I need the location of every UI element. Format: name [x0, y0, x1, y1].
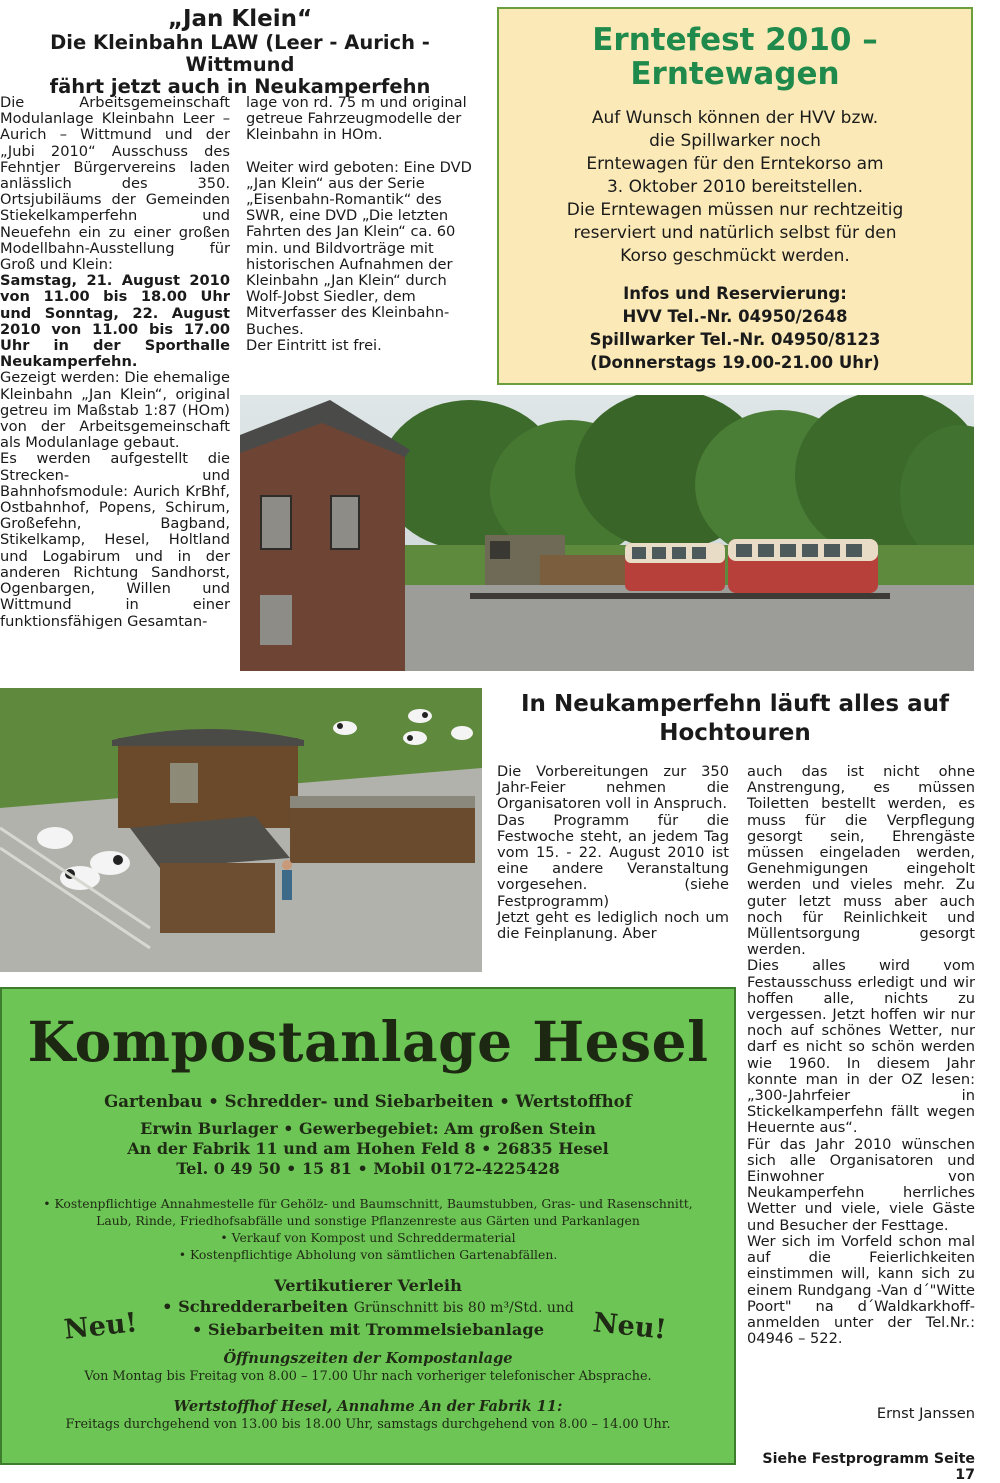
body-line: die Spillwarker noch — [649, 131, 821, 151]
erntefest-contact-info — [499, 282, 971, 374]
company-services: Gartenbau • Schredder- und Siebarbeiten • Wertstoffhof — [104, 1091, 632, 1111]
service-list — [28, 1195, 708, 1263]
paragraph: Die Arbeitsgemeinschaft Modulanlage Kleinbahn Leer – Aurich – Wittmund und der „Jubi 2010“ Ausschuss des Fehntjer Bürgervereins laden anlässlich des 350. Ortsjubiläums der Gemeinden Stiekelkamperfehn und Neuefehn ein zu einer großen Modellbahn-Ausstellung für Groß und Klein: — [0, 94, 230, 274]
paragraph: Weiter wird geboten: Eine DVD „Jan Klein“ aus der Serie „Eisenbahn-Romantik“ des SWR, eine DVD „Die letzten Fahrten des Jan Klein“ ca. 60 min. und Bildvorträge mit historischen Aufnahmen der Kleinbahn „Jan Klein“ durch Wolf-Jobst Siedler, dem Mitverfasser des Kleinbahn-Buches. — [246, 158, 472, 338]
paragraph: Das Programm für die Festwoche steht, an jedem Tag vom 15. - 22. August 2010 ist eine andere Veranstaltung vorgesehen. (siehe Festprogramm) — [497, 811, 729, 910]
title-line: Erntewagen — [630, 56, 840, 92]
paragraph: Gezeigt werden: Die ehemalige Kleinbahn „Jan Klein“, original getreu im Maßstab 1:87 (HOm) von der Arbeitsgemeinschaft als Modulanlage gebaut. — [0, 369, 230, 452]
article-author: Ernst Janssen — [876, 1405, 975, 1422]
opening-hours-text: Von Montag bis Freitag von 8.00 – 17.00 Uhr nach vorheriger telefonischer Absprache. — [84, 1369, 652, 1384]
info-line: (Donnerstags 19.00-21.00 Uhr) — [590, 353, 880, 372]
article-hochtouren-heading — [497, 690, 973, 748]
title-line: Erntefest 2010 – — [592, 22, 878, 58]
company-contact — [2, 1119, 734, 1179]
new-badge-right: Neu! — [591, 1307, 668, 1346]
opening-hours-title: Öffnungszeiten der Kompostanlage — [223, 1350, 513, 1367]
info-line: Infos und Reservierung: — [623, 284, 847, 303]
body-line: Die Erntewagen müssen nur rechtzeitig — [566, 200, 904, 220]
service-item: • Kostenpflichtige Abholung von sämtlichen Gartenabfällen. — [178, 1247, 558, 1262]
subtitle-line: fährt jetzt auch in Neukamperfehn — [49, 75, 431, 98]
body-line: 3. Oktober 2010 bereitstellen. — [606, 177, 863, 197]
event-dates: Samstag, 21. August 2010 von 11.00 bis 18.00 Uhr und Sonntag, 22. August 2010 von 11.00 bis 17.00 Uhr in der Sporthalle Neukamperfehn. — [0, 272, 230, 371]
info-line: Spillwarker Tel.-Nr. 04950/8123 — [589, 330, 881, 349]
article-jan-klein-column-1 — [0, 95, 230, 630]
company-name: Kompostanlage Hesel — [27, 1009, 709, 1074]
wertstoffhof-hours: Freitags durchgehend von 13.00 bis 18.00 Uhr, samstags durchgehend von 8.00 – 14.00 Uhr. — [65, 1417, 671, 1432]
page-reference: Siehe Festprogramm Seite 17 — [762, 1451, 975, 1483]
model-train-illustration — [240, 395, 974, 671]
offer-detail: Grünschnitt bis 80 m³/Std. und — [353, 1300, 574, 1316]
paragraph: Es werden aufgestellt die Strecken- und Bahnhofsmodule: Aurich KrBhf, Ostbahnhof, Popens, Schirum, Großefehn, Bagband, Stikelkamp, Hesel, Holtland und Logabirum und in der anderen Richtung Sandhorst, Ogenbargen, Willen und Wittmund in einer funktionsfähigen Gesamtan- — [0, 450, 230, 630]
model-train-photo — [240, 395, 974, 671]
title-line: Hochtouren — [659, 720, 811, 746]
body-line: reserviert und natürlich selbst für den — [573, 223, 897, 243]
model-farm-photo — [0, 688, 482, 972]
article-hochtouren-column-2 — [747, 764, 975, 1347]
paragraph: Dies alles wird vom Festausschuss erledigt und wir hoffen alle, nichts zu vergessen. Jetzt hoffen wir nur noch auf schönes Wetter, nur darf es nicht so schön werden wie 1960. In diesem Jahr konnte man in der OZ lesen: „300-Jahrfeier in Stickelkamperfehn fällt wegen Heuernte aus“. — [747, 957, 975, 1137]
offer-line: • Siebarbeiten mit Trommelsiebanlage — [191, 1320, 545, 1339]
contact-line: Tel. 0 49 50 • 15 81 • Mobil 0172-4225428 — [176, 1159, 560, 1178]
offer-title: Vertikutierer Verleih — [274, 1276, 462, 1295]
body-line: Erntewagen für den Erntekorso am — [586, 154, 884, 174]
paragraph: lage von rd. 75 m und original getreue Fahrzeugmodelle der Kleinbahn in HOm. — [246, 94, 467, 144]
title-line: In Neukamperfehn läuft alles auf — [521, 691, 949, 717]
service-item: • Verkauf von Kompost und Schreddermaterial — [220, 1230, 516, 1245]
paragraph: Jetzt geht es lediglich noch um die Feinplanung. Aber — [497, 908, 729, 943]
paragraph: Wer sich im Vorfeld schon mal auf die Feierlichkeiten einstimmen will, kann sich zu einem Rundgang -Van d´"Witte Poort" na d´Waldkarkhoff- anmelden unter der Tel.Nr.: 04946 – 522. — [747, 1232, 975, 1348]
kompostanlage-advertisement — [0, 987, 736, 1465]
new-badge-left: Neu! — [62, 1307, 139, 1346]
article-subtitle — [0, 32, 480, 98]
contact-line: Erwin Burlager • Gewerbegebiet: Am großen Stein — [140, 1119, 596, 1138]
erntefest-info-box — [497, 7, 973, 385]
article-jan-klein-heading — [0, 6, 480, 98]
body-line: Auf Wunsch können der HVV bzw. — [591, 108, 879, 128]
paragraph: Die Vorbereitungen zur 350 Jahr-Feier nehmen die Organisatoren voll in Anspruch. — [497, 763, 729, 813]
paragraph: auch das ist nicht ohne Anstrengung, es müssen Toiletten bestellt werden, es muss für die Verpflegung gesorgt sein, Ehrengäste müssen eingeladen werden, Genehmigungen eingeholt werden und vieles mehr. Zu guter letzt muss aber auch noch für Reinlichkeit und Müllentsorgung gesorgt werden. — [747, 763, 975, 959]
erntefest-title — [499, 23, 971, 91]
body-line: Korso geschmückt werden. — [620, 246, 850, 266]
article-title: „Jan Klein“ — [167, 6, 313, 32]
subtitle-line: Die Kleinbahn LAW (Leer - Aurich - Wittmund — [50, 31, 430, 76]
article-hochtouren-column-1 — [497, 764, 729, 942]
erntefest-body — [499, 107, 971, 268]
info-line: HVV Tel.-Nr. 04950/2648 — [622, 307, 848, 326]
paragraph: Für das Jahr 2010 wünschen sich alle Organisatoren und Einwohner von Neukamperfehn herrliches Wetter und viele, viele Gäste und Besucher der Festtage. — [747, 1135, 975, 1234]
paragraph: Der Eintritt ist frei. — [246, 336, 382, 354]
contact-line: An der Fabrik 11 und am Hohen Feld 8 • 26835 Hesel — [127, 1139, 609, 1158]
service-item: • Kostenpflichtige Annahmestelle für Gehölz- und Baumschnitt, Baumstubben, Gras- und Rasenschnitt, Laub, Rinde, Friedhofsabfälle und sonstige Pflanzenreste aus Gärten und Parkanlagen — [43, 1196, 693, 1228]
offer-label: • Schredderarbeiten — [162, 1297, 349, 1316]
article-jan-klein-column-2 — [246, 95, 481, 354]
wertstoffhof-title: Wertstoffhof Hesel, Annahme An der Fabrik 11: — [173, 1398, 563, 1415]
model-farm-illustration — [0, 688, 482, 972]
